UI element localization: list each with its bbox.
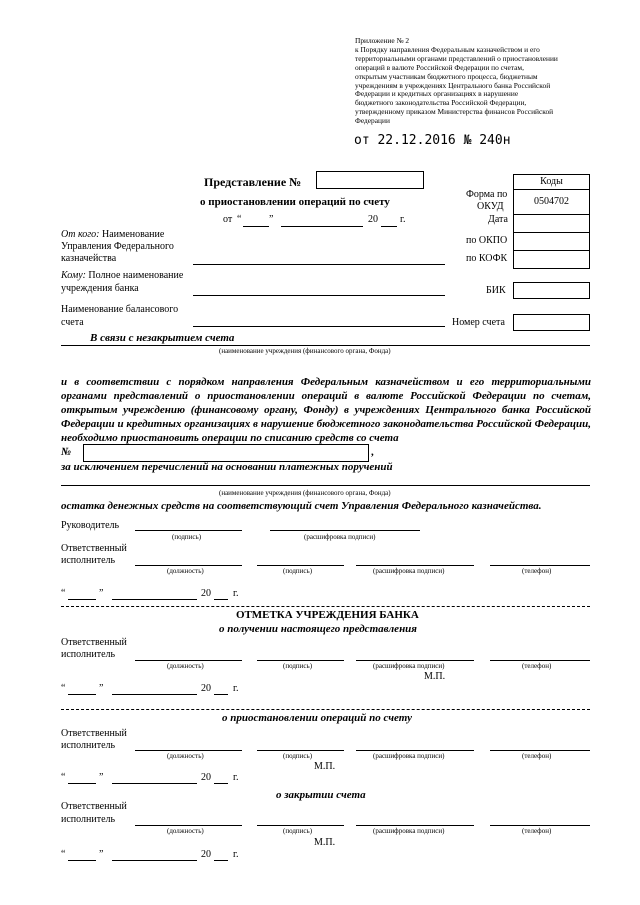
sign-date-day-field[interactable] xyxy=(68,599,96,600)
year-suffix: г. xyxy=(233,772,239,783)
signature-caption: (подпись) xyxy=(172,533,202,541)
phone-caption: (телефон) xyxy=(522,567,552,575)
bank-mark-title: ОТМЕТКА УЧРЕЖДЕНИЯ БАНКА xyxy=(236,609,419,621)
to-line1: Полное наименование xyxy=(85,270,184,281)
okpo-code-field[interactable] xyxy=(513,232,590,251)
okud-label: ОКУД xyxy=(477,201,504,212)
to-line2: учреждения банка xyxy=(61,283,139,294)
phone-caption: (телефон) xyxy=(522,827,552,835)
resp-label-2: исполнитель xyxy=(61,814,116,825)
balance-field[interactable] xyxy=(193,326,445,327)
institution-field[interactable] xyxy=(61,345,590,346)
head-label: Руководитель xyxy=(61,520,120,531)
resp-label-2: исполнитель xyxy=(61,555,116,566)
from-line2: Управления Федерального xyxy=(61,241,174,252)
kofk-code-field[interactable] xyxy=(513,250,590,269)
resp-label-2: исполнитель xyxy=(61,649,116,660)
suspend-signature-field[interactable] xyxy=(257,750,344,751)
year-prefix: 20 xyxy=(368,214,378,225)
appendix-line: утвержденному приказом Министерства финансов Российской xyxy=(355,107,554,117)
account-field[interactable] xyxy=(513,314,590,331)
bik-label: БИК xyxy=(486,285,506,296)
sign-date-year-field[interactable] xyxy=(214,599,228,600)
closing-date-month-field[interactable] xyxy=(112,860,197,861)
bik-field[interactable] xyxy=(513,282,590,299)
receipt-position-field[interactable] xyxy=(135,660,242,661)
phone-caption: (телефон) xyxy=(522,752,552,760)
seal-mark: М.П. xyxy=(314,837,336,848)
open-quote: “ xyxy=(237,214,242,225)
appendix-line: Приложение № 2 xyxy=(355,36,410,45)
from-line1: Наименование xyxy=(99,229,165,240)
year-suffix: г. xyxy=(233,683,239,694)
year-prefix: 20 xyxy=(201,849,211,860)
date-label: Дата xyxy=(488,214,508,225)
section-divider xyxy=(61,709,590,710)
close-quote: ” xyxy=(99,849,104,860)
order-stamp: от 22.12.2016 № 240н xyxy=(354,133,511,148)
open-quote: “ xyxy=(61,849,66,860)
okud-code: 0504702 xyxy=(513,189,590,215)
appendix-line: Федерации и кредитных организациях в нарушение xyxy=(355,89,519,99)
sign-date-year-prefix: 20 xyxy=(201,588,211,599)
bank-mark-closing: о закрытии счета xyxy=(276,789,366,801)
suspend-date-month-field[interactable] xyxy=(112,783,197,784)
balance-line2: счета xyxy=(61,317,84,328)
resp-label-2: исполнитель xyxy=(61,740,116,751)
signature-caption: (подпись) xyxy=(283,752,313,760)
resp-label-1: Ответственный xyxy=(61,728,127,739)
suspend-date-day-field[interactable] xyxy=(68,783,96,784)
comma: , xyxy=(371,446,374,458)
section-divider xyxy=(61,606,590,607)
receipt-signature-field[interactable] xyxy=(257,660,344,661)
position-caption: (должность) xyxy=(167,662,204,670)
sign-date-close-quote: ” xyxy=(99,588,104,599)
balance-text: остатка денежных средств на соответствующий счет Управления Федерального казначейства. xyxy=(61,500,542,512)
date-day-field[interactable] xyxy=(243,226,269,227)
appendix-line: территориальными органами представлений о приостановлении xyxy=(355,53,558,63)
close-quote: ” xyxy=(269,214,274,225)
appendix-line: бюджетного законодательства Российской Федерации, xyxy=(355,98,527,108)
position-caption: (должность) xyxy=(167,827,204,835)
signature-caption: (подпись) xyxy=(283,827,313,835)
account-label: Номер счета xyxy=(452,317,505,328)
main-paragraph: и в соответствии с порядком направления Федеральным казначейством и его территориальными органами представлений о приостановлении операций в валюте Российской Федерации по счетам, открытым учреждению (финансовому органу, Фонду) в учреждениях Центрального банка Российской Федерации и кредитных организациях в нарушение бюджетного законодательства Российской Федерации, необходимо приостановить операции по списанию средств со счета xyxy=(61,376,591,444)
suspend-phone-field[interactable] xyxy=(490,750,590,751)
receipt-date-month-field[interactable] xyxy=(112,694,197,695)
year-prefix: 20 xyxy=(201,683,211,694)
institution-caption-2: (наименование учреждения (финансового органа, Фонда) xyxy=(219,489,391,497)
resp-label-1: Ответственный xyxy=(61,801,127,812)
decode-caption: (расшифровка подписи) xyxy=(304,533,376,541)
closing-decode-field[interactable] xyxy=(356,825,474,826)
year-suffix: г. xyxy=(233,849,239,860)
from-label xyxy=(61,229,164,240)
to-prefix: Кому: xyxy=(61,270,86,281)
receipt-decode-field[interactable] xyxy=(356,660,474,661)
form-label: Форма по xyxy=(466,189,508,200)
decode-caption: (расшифровка подписи) xyxy=(373,752,445,760)
form-subtitle: о приостановлении операций по счету xyxy=(200,196,390,208)
decode-caption: (расшифровка подписи) xyxy=(373,827,445,835)
codes-header: Коды xyxy=(513,174,590,190)
resp-label-1: Ответственный xyxy=(61,637,127,648)
appendix-line: к Порядку направления Федеральным казначейством и его xyxy=(355,44,540,54)
sign-date-open-quote: “ xyxy=(61,588,66,599)
number-field[interactable] xyxy=(316,171,424,189)
from-line3: казначейства xyxy=(61,253,117,264)
receipt-date-year-field[interactable] xyxy=(214,694,228,695)
institution-field-2[interactable] xyxy=(61,485,590,486)
resp-label-1: Ответственный xyxy=(61,543,127,554)
resp-decode-field[interactable] xyxy=(356,565,474,566)
open-quote: “ xyxy=(61,772,66,783)
from-field[interactable] xyxy=(193,264,445,265)
sign-date-month-field[interactable] xyxy=(112,599,197,600)
appendix-line: Федерации xyxy=(355,116,390,126)
resp-position-field[interactable] xyxy=(135,565,242,566)
closing-reason: В связи с незакрытием счета xyxy=(90,332,235,344)
closing-signature-field[interactable] xyxy=(257,825,344,826)
close-quote: ” xyxy=(99,772,104,783)
year-suffix: г. xyxy=(400,214,406,225)
seal-mark: М.П. xyxy=(424,671,446,682)
appendix-line: операций в валюте Российской Федерации по счетам, xyxy=(355,62,524,72)
closing-phone-field[interactable] xyxy=(490,825,590,826)
balance-line1: Наименование балансового xyxy=(61,304,179,315)
form-title: Представление № xyxy=(204,175,302,189)
suspend-position-field[interactable] xyxy=(135,750,242,751)
institution-caption: (наименование учреждения (финансового органа, Фонда) xyxy=(219,347,391,355)
seal-mark: М.П. xyxy=(314,761,336,772)
close-quote: ” xyxy=(99,683,104,694)
number-sign: № xyxy=(61,446,72,458)
okpo-label: по ОКПО xyxy=(466,235,508,246)
suspend-decode-field[interactable] xyxy=(356,750,474,751)
to-label xyxy=(61,270,183,281)
closing-date-year-field[interactable] xyxy=(214,860,228,861)
date-month-field[interactable] xyxy=(281,226,363,227)
to-field[interactable] xyxy=(193,295,445,296)
date-code-field[interactable] xyxy=(513,214,590,233)
appendix-note xyxy=(355,37,595,126)
receipt-date-day-field[interactable] xyxy=(68,694,96,695)
decode-caption: (расшифровка подписи) xyxy=(373,567,445,575)
position-caption: (должность) xyxy=(167,752,204,760)
open-quote: “ xyxy=(61,683,66,694)
date-year-field[interactable] xyxy=(381,226,397,227)
closing-position-field[interactable] xyxy=(135,825,242,826)
signature-caption: (подпись) xyxy=(283,567,313,575)
resp-phone-field[interactable] xyxy=(490,565,590,566)
appendix-line: открытым участникам бюджетного процесса, бюджетным xyxy=(355,71,538,81)
except-text: за исключением перечислений на основании платежных поручений xyxy=(61,461,393,473)
resp-signature-field[interactable] xyxy=(257,565,344,566)
head-signature-field[interactable] xyxy=(135,530,242,531)
account-number-field[interactable] xyxy=(83,444,369,462)
date-from-label: от xyxy=(223,214,233,225)
closing-date-day-field[interactable] xyxy=(68,860,96,861)
bank-mark-receipt: о получении настоящего представления xyxy=(219,623,417,635)
head-decode-field[interactable] xyxy=(270,530,420,531)
decode-caption: (расшифровка подписи) xyxy=(373,662,445,670)
phone-caption: (телефон) xyxy=(522,662,552,670)
receipt-phone-field[interactable] xyxy=(490,660,590,661)
kofk-label: по КОФК xyxy=(466,253,508,264)
sign-date-year-suffix: г. xyxy=(233,588,239,599)
year-prefix: 20 xyxy=(201,772,211,783)
appendix-line: учреждениям в учреждениях Центрального банка Российской xyxy=(355,80,551,90)
bank-mark-suspend: о приостановлении операций по счету xyxy=(222,712,412,724)
position-caption: (должность) xyxy=(167,567,204,575)
suspend-date-year-field[interactable] xyxy=(214,783,228,784)
signature-caption: (подпись) xyxy=(283,662,313,670)
from-prefix: От кого: xyxy=(61,229,100,240)
